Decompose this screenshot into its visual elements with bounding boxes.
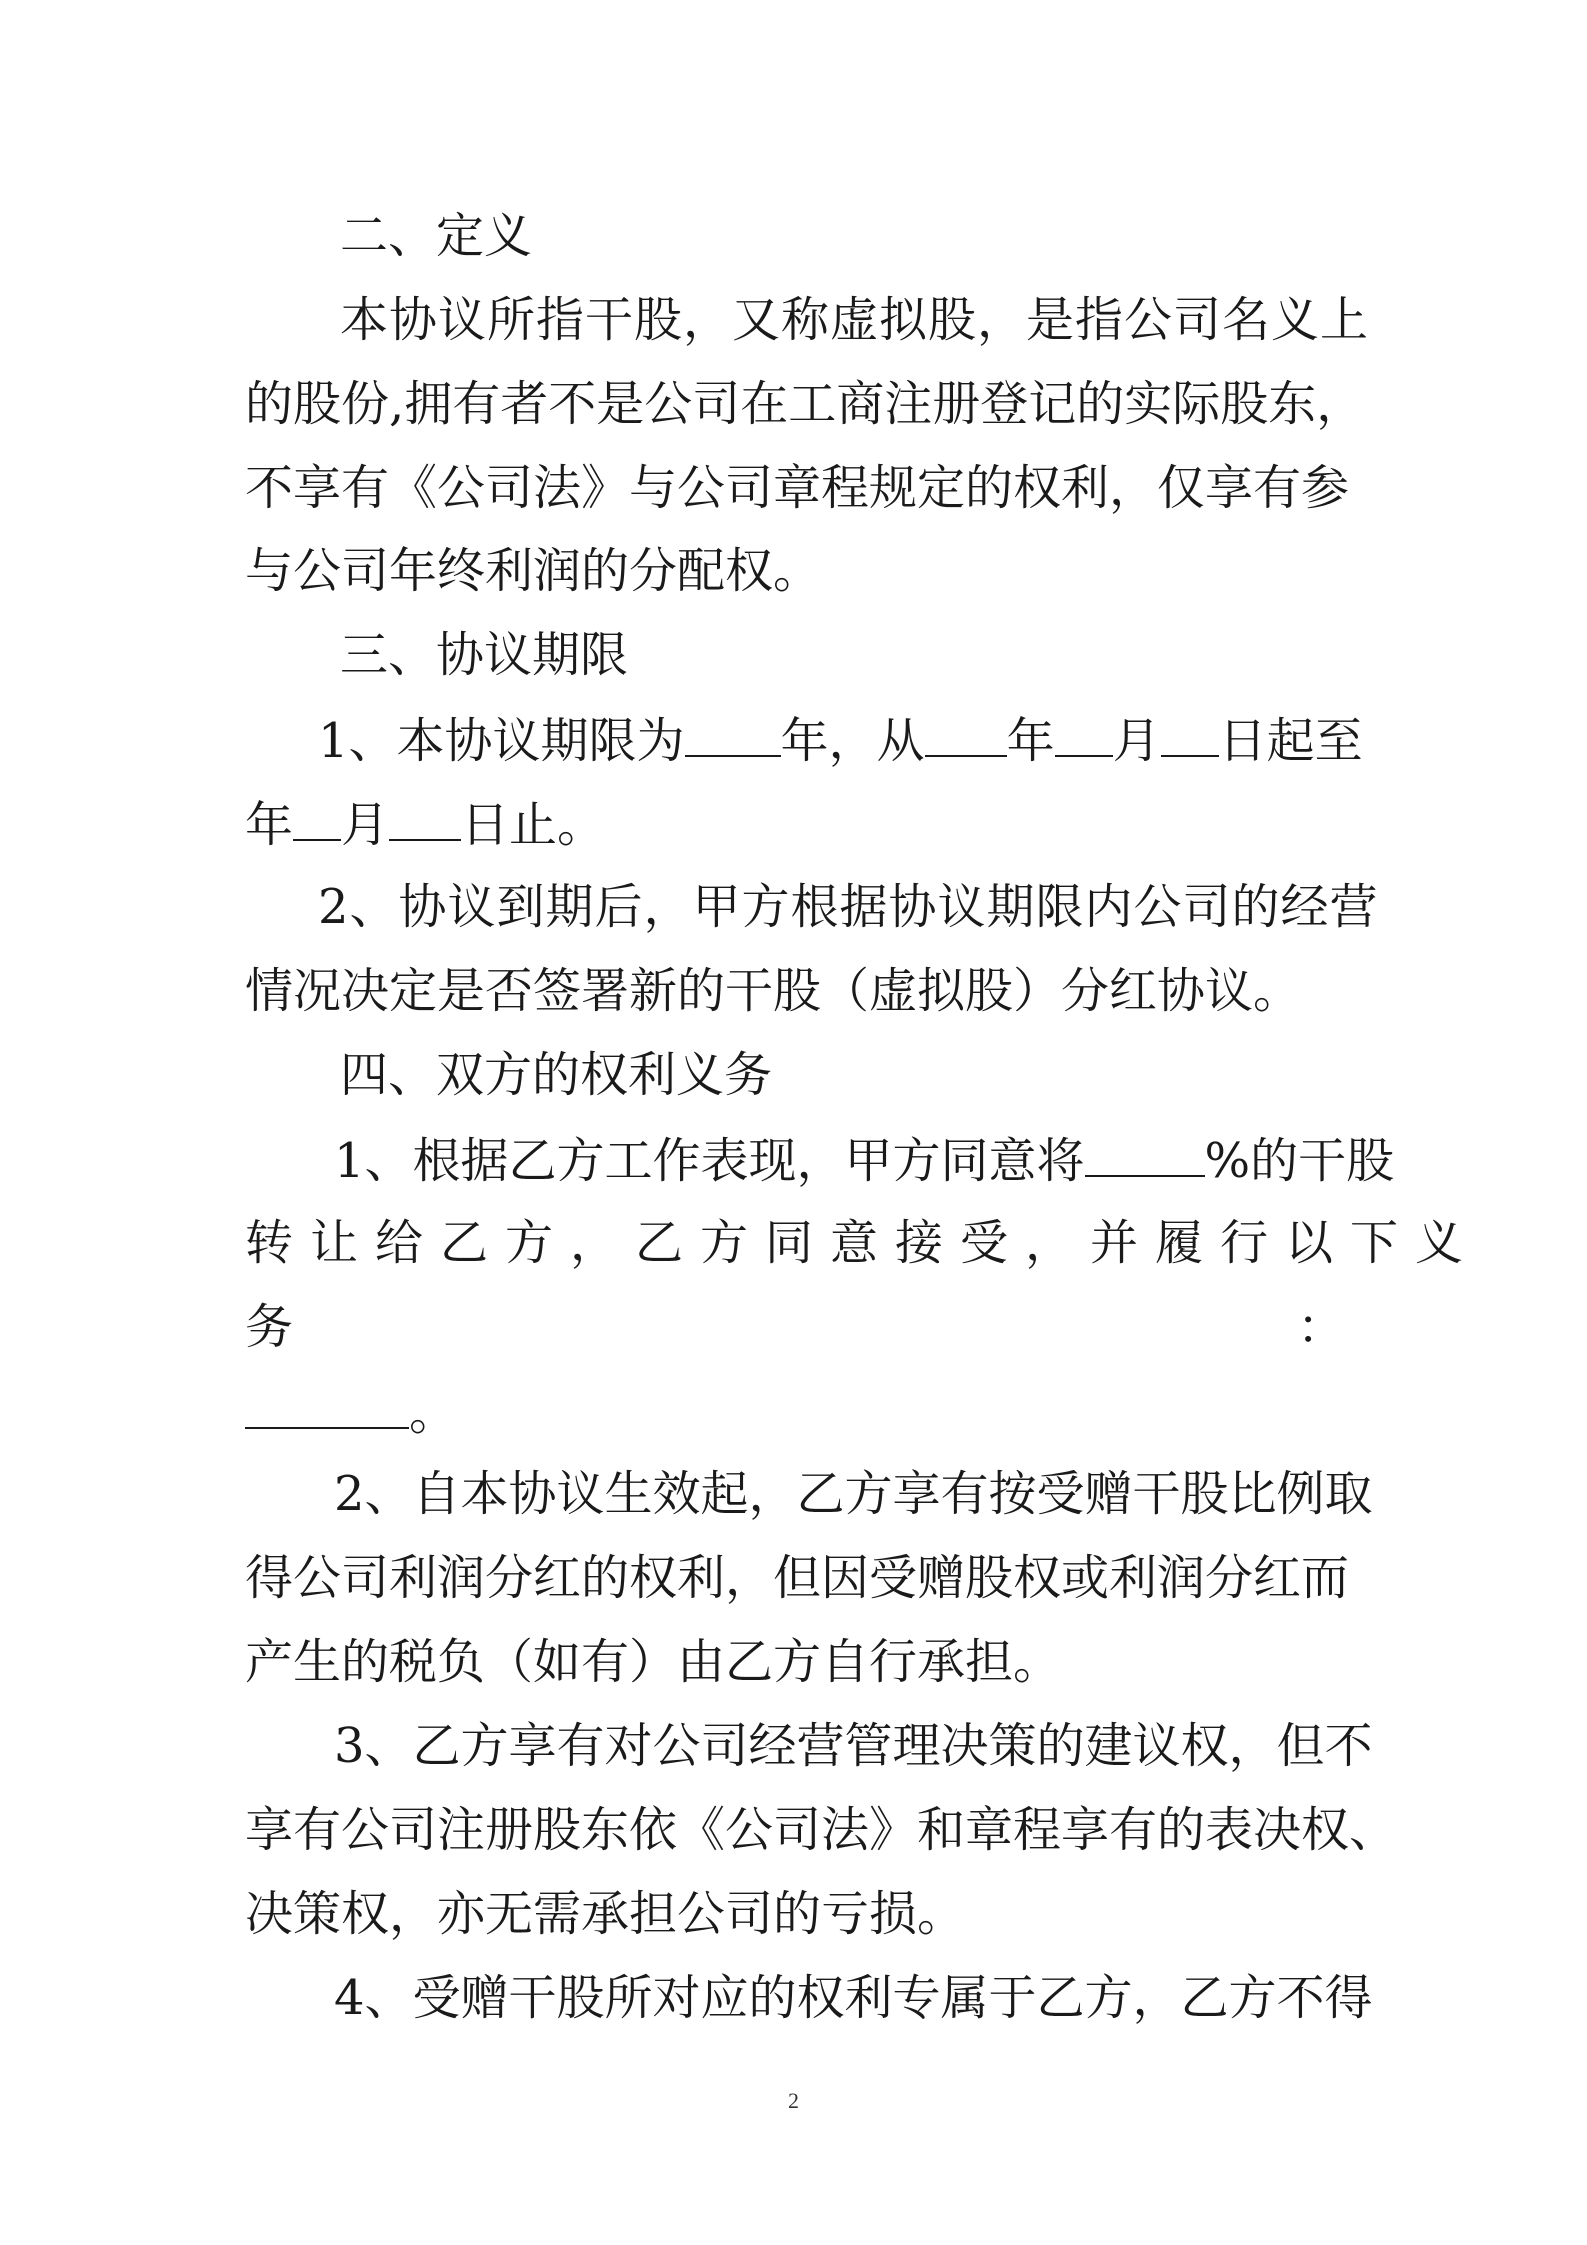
- section-2-line-2: 的股份,拥有者不是公司在工商注册登记的实际股东，: [245, 376, 1365, 432]
- text: 。: [409, 1385, 458, 1441]
- text: 月: [1112, 713, 1161, 769]
- text: 日止。: [461, 797, 606, 853]
- text: %的干股: [1204, 1133, 1395, 1189]
- section-4-item-3-line-1: 3、乙方享有对公司经营管理决策的建议权，但不: [334, 1718, 1373, 1774]
- page-number: 2: [788, 2088, 799, 2113]
- section-4-item-1-line-3: [245, 1299, 1355, 1355]
- section-4-item-1-line-2: 转让给乙方，乙方同意接受，并履行以下义: [245, 1215, 1481, 1271]
- blank-start-year[interactable]: [925, 711, 1007, 757]
- text: 年: [1006, 713, 1055, 769]
- text: 年，从: [780, 713, 925, 769]
- section-4-item-4-line-1: 4、受赠干股所对应的权利专属于乙方，乙方不得: [334, 1970, 1373, 2026]
- section-4-item-1-line-1: [334, 1131, 1444, 1189]
- section-3-item-2-line-2: 情况决定是否签署新的干股（虚拟股）分红协议。: [245, 963, 1302, 1019]
- blank-percentage[interactable]: [1085, 1131, 1205, 1177]
- section-4-item-3-line-2: 享有公司注册股东依《公司法》和章程享有的表决权、: [245, 1802, 1398, 1858]
- colon: ：: [1297, 1299, 1346, 1355]
- section-2-line-4: 与公司年终利润的分配权。: [245, 543, 822, 599]
- text: 1、根据乙方工作表现，甲方同意将: [334, 1133, 1085, 1189]
- section-3-item-1-line-2: [245, 795, 1355, 853]
- blank-end-month[interactable]: [293, 795, 341, 841]
- blank-years[interactable]: [685, 711, 781, 757]
- blank-end-day[interactable]: [389, 795, 461, 841]
- blank-obligations[interactable]: [245, 1383, 409, 1429]
- section-3-heading: 三、协议期限: [340, 627, 629, 683]
- text: 日起至: [1218, 713, 1363, 769]
- section-2-line-1: 本协议所指干股，又称虚拟股，是指公司名义上: [340, 292, 1370, 348]
- section-4-item-2-line-1: 2、自本协议生效起，乙方享有按受赠干股比例取: [334, 1466, 1373, 1522]
- section-3-item-1-line-1: [318, 711, 1428, 769]
- text: 年: [245, 797, 294, 853]
- section-2-line-3: 不享有《公司法》与公司章程规定的权利，仅享有参: [245, 460, 1350, 516]
- section-2-heading: 二、定义: [340, 208, 533, 264]
- blank-start-day[interactable]: [1161, 711, 1219, 757]
- section-4-item-3-line-3: 决策权，亦无需承担公司的亏损。: [245, 1886, 966, 1942]
- section-3-item-2-line-1: 2、协议到期后，甲方根据协议期限内公司的经营: [318, 879, 1379, 935]
- section-4-item-1-line-4: [245, 1383, 1355, 1441]
- blank-start-month[interactable]: [1055, 711, 1113, 757]
- text: 务: [245, 1299, 294, 1355]
- section-4-heading: 四、双方的权利义务: [340, 1047, 773, 1103]
- text: 1、本协议期限为: [318, 713, 685, 769]
- text: 月: [341, 797, 390, 853]
- section-4-item-2-line-3: 产生的税负（如有）由乙方自行承担。: [245, 1634, 1062, 1690]
- section-4-item-2-line-2: 得公司利润分红的权利，但因受赠股权或利润分红而: [245, 1550, 1350, 1606]
